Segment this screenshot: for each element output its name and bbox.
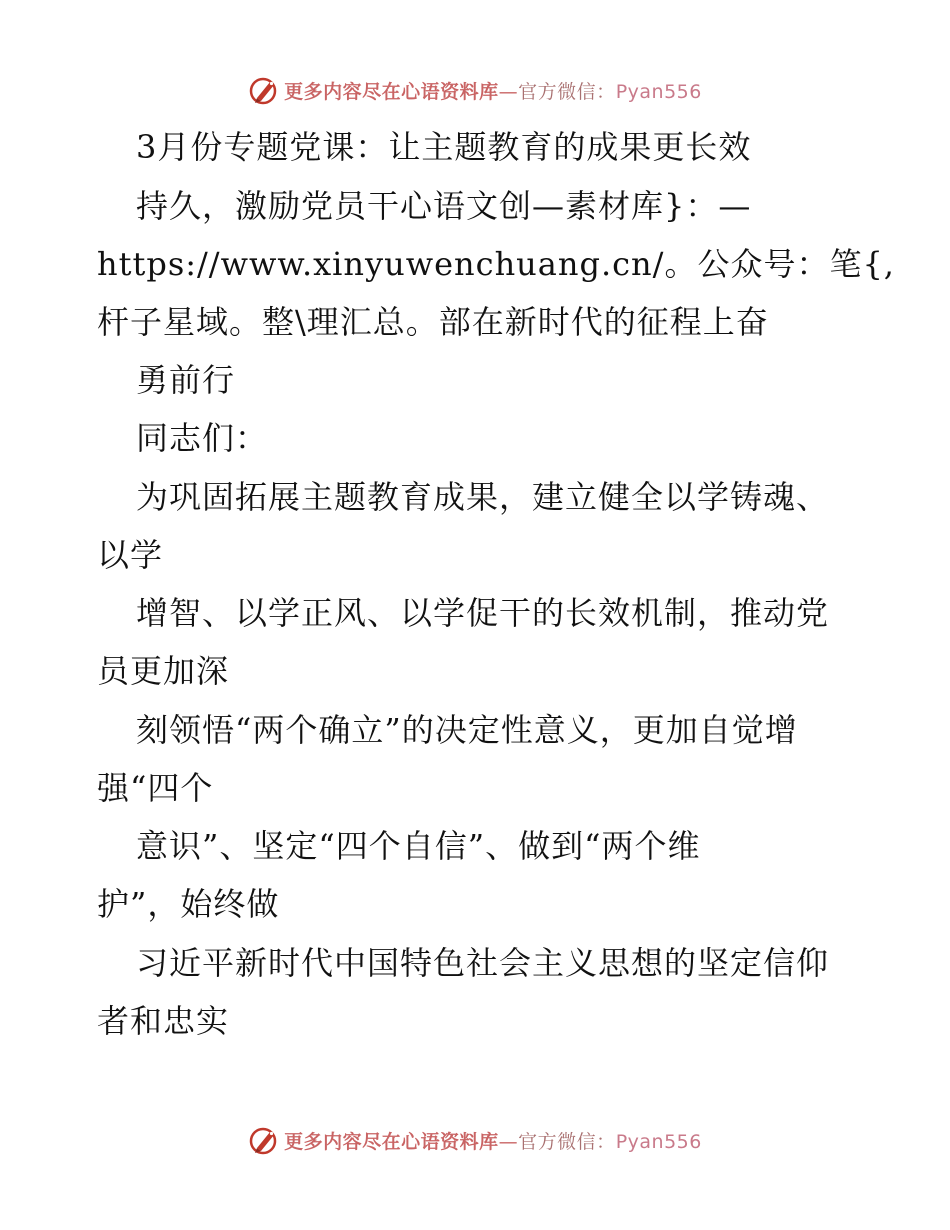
- text-line: 勇前行: [136, 361, 236, 399]
- banner-dash: —: [498, 80, 519, 103]
- text-line: 为巩固拓展主题教育成果，建立健全以学铸魂、: [136, 478, 830, 516]
- text-line: 习近平新时代中国特色社会主义思想的坚定信仰: [136, 944, 830, 982]
- banner-wechat-label: 官方微信：: [518, 80, 616, 103]
- text-line: 护”，始终做: [97, 885, 280, 923]
- text-line: 3月份专题党课：让主题教育的成果更长效: [136, 128, 752, 166]
- text-line: 者和忠实: [97, 1002, 230, 1040]
- banner-main-text: 更多内容尽在心语资料库: [284, 80, 499, 103]
- pen-logo-icon: [248, 1124, 280, 1156]
- text-line: 杆子星域。整\理汇总。部在新时代的征程上奋: [97, 303, 769, 341]
- footer-banner: [0, 1120, 950, 1160]
- banner-wechat-id: Pyan556: [615, 1130, 702, 1153]
- text-line: 以学: [97, 536, 164, 574]
- banner-main-text: 更多内容尽在心语资料库: [284, 1130, 499, 1153]
- banner-wechat-label: 官方微信：: [518, 1130, 616, 1153]
- banner-dash: —: [498, 1130, 519, 1153]
- text-line: 刻领悟“两个确立”的决定性意义，更加自觉增: [136, 711, 798, 749]
- banner-text: [284, 1127, 702, 1154]
- text-line: 同志们：: [136, 419, 269, 457]
- text-line: 增智、以学正风、以学促干的长效机制，推动党: [136, 594, 830, 632]
- text-line: 强“四个: [97, 769, 214, 807]
- text-line: https://www.xinyuwenchuang.cn/。公众号：笔{,: [97, 245, 895, 283]
- text-line: 意识”、坚定“四个自信”、做到“两个维: [136, 827, 701, 865]
- text-line: 员更加深: [97, 652, 230, 690]
- text-line: 持久，激励党员干心语文创—素材库}：—: [136, 187, 752, 225]
- banner-wechat-id: Pyan556: [615, 80, 702, 103]
